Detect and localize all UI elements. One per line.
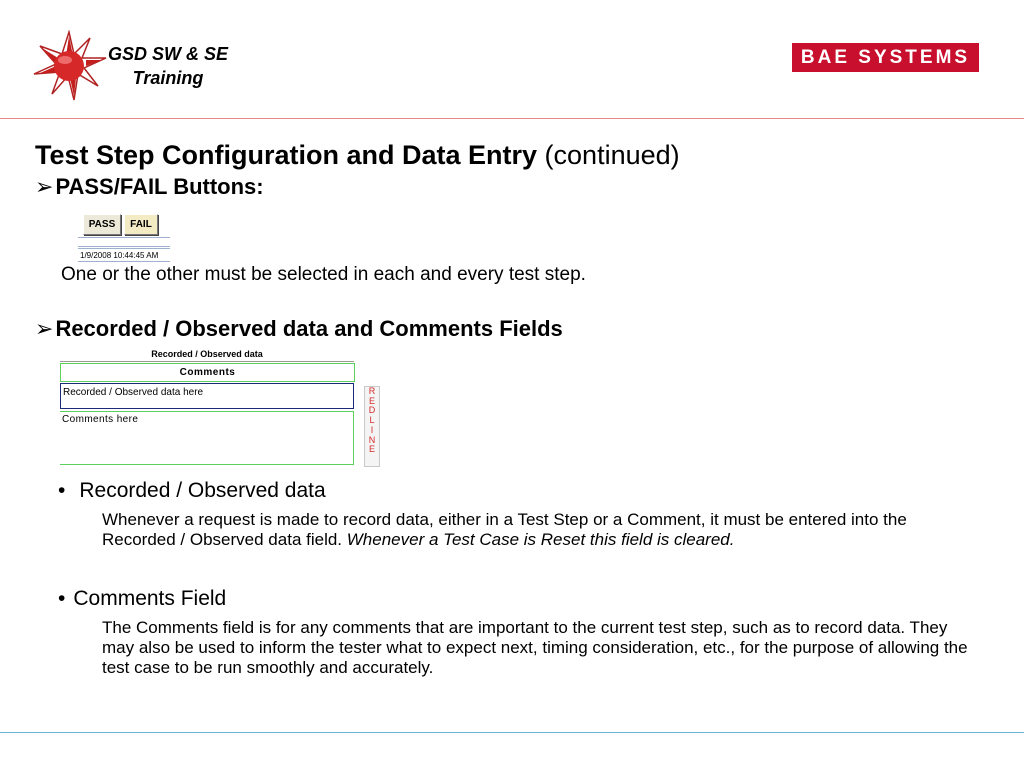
bullet-recorded-data	[58, 479, 326, 503]
description-text: Whenever a request is made to record data, either in a Test Step or a Comment, it must be entered into the Recorded / Observed data field.	[102, 510, 907, 549]
redline-button[interactable]	[364, 386, 380, 467]
org-label	[88, 42, 248, 90]
pass-button[interactable]: PASS	[83, 214, 121, 235]
title-main: Test Step Configuration and Data Entry	[35, 140, 538, 170]
redline-letter: R	[368, 386, 376, 396]
section-passfail-heading	[35, 174, 264, 200]
redline-letter: L	[369, 415, 375, 426]
bullet-title: Comments Field	[73, 587, 227, 610]
redline-letter: E	[368, 444, 375, 455]
divider	[78, 246, 170, 247]
description-italic-text: Whenever a Test Case is Reset this field is cleared.	[346, 530, 735, 549]
passfail-screenshot	[78, 212, 173, 264]
section2-heading-text: Recorded / Observed data and Comments Fields	[55, 316, 563, 341]
recorded-data-description	[102, 510, 982, 550]
title-suffix: (continued)	[544, 140, 680, 170]
page-title	[35, 140, 680, 171]
divider	[78, 261, 170, 262]
arrow-bullet-icon: ➢	[35, 174, 54, 199]
recorded-data-header: Recorded / Observed data	[60, 347, 354, 362]
comments-header: Comments	[60, 363, 355, 382]
section-fields-heading	[35, 316, 563, 342]
recorded-data-field[interactable]: Recorded / Observed data here	[60, 383, 354, 409]
bullet-dot: •	[58, 587, 66, 610]
redline-letter: I	[370, 424, 374, 435]
org-line2: Training	[132, 68, 204, 88]
header-divider	[0, 118, 1024, 119]
section1-heading-text: PASS/FAIL Buttons:	[55, 174, 264, 199]
redline-letter: N	[368, 434, 376, 445]
divider	[78, 248, 170, 249]
redline-letter: D	[368, 405, 376, 416]
bullet-dot: •	[58, 479, 66, 502]
bae-systems-logo: BAE SYSTEMS	[792, 43, 979, 72]
bullet-comments-field	[58, 587, 226, 611]
org-line1: GSD SW & SE	[107, 44, 228, 64]
redline-letter: E	[368, 395, 375, 406]
comments-field[interactable]: Comments here	[60, 411, 354, 465]
bullet-title: Recorded / Observed data	[79, 479, 326, 502]
timestamp: 1/9/2008 10:44:45 AM	[80, 251, 159, 260]
fail-button[interactable]: FAIL	[124, 214, 158, 235]
comments-description: The Comments field is for any comments that are important to the current test step, such as to record data. They may also be used to inform the tester what to expect next, timing consideration, etc., for the purpose of allowing the test case to be run smoothly and accurately.	[102, 618, 968, 677]
divider	[78, 237, 170, 238]
arrow-bullet-icon: ➢	[35, 316, 54, 341]
footer-divider	[0, 732, 1024, 733]
passfail-note: One or the other must be selected in each and every test step.	[61, 264, 586, 285]
